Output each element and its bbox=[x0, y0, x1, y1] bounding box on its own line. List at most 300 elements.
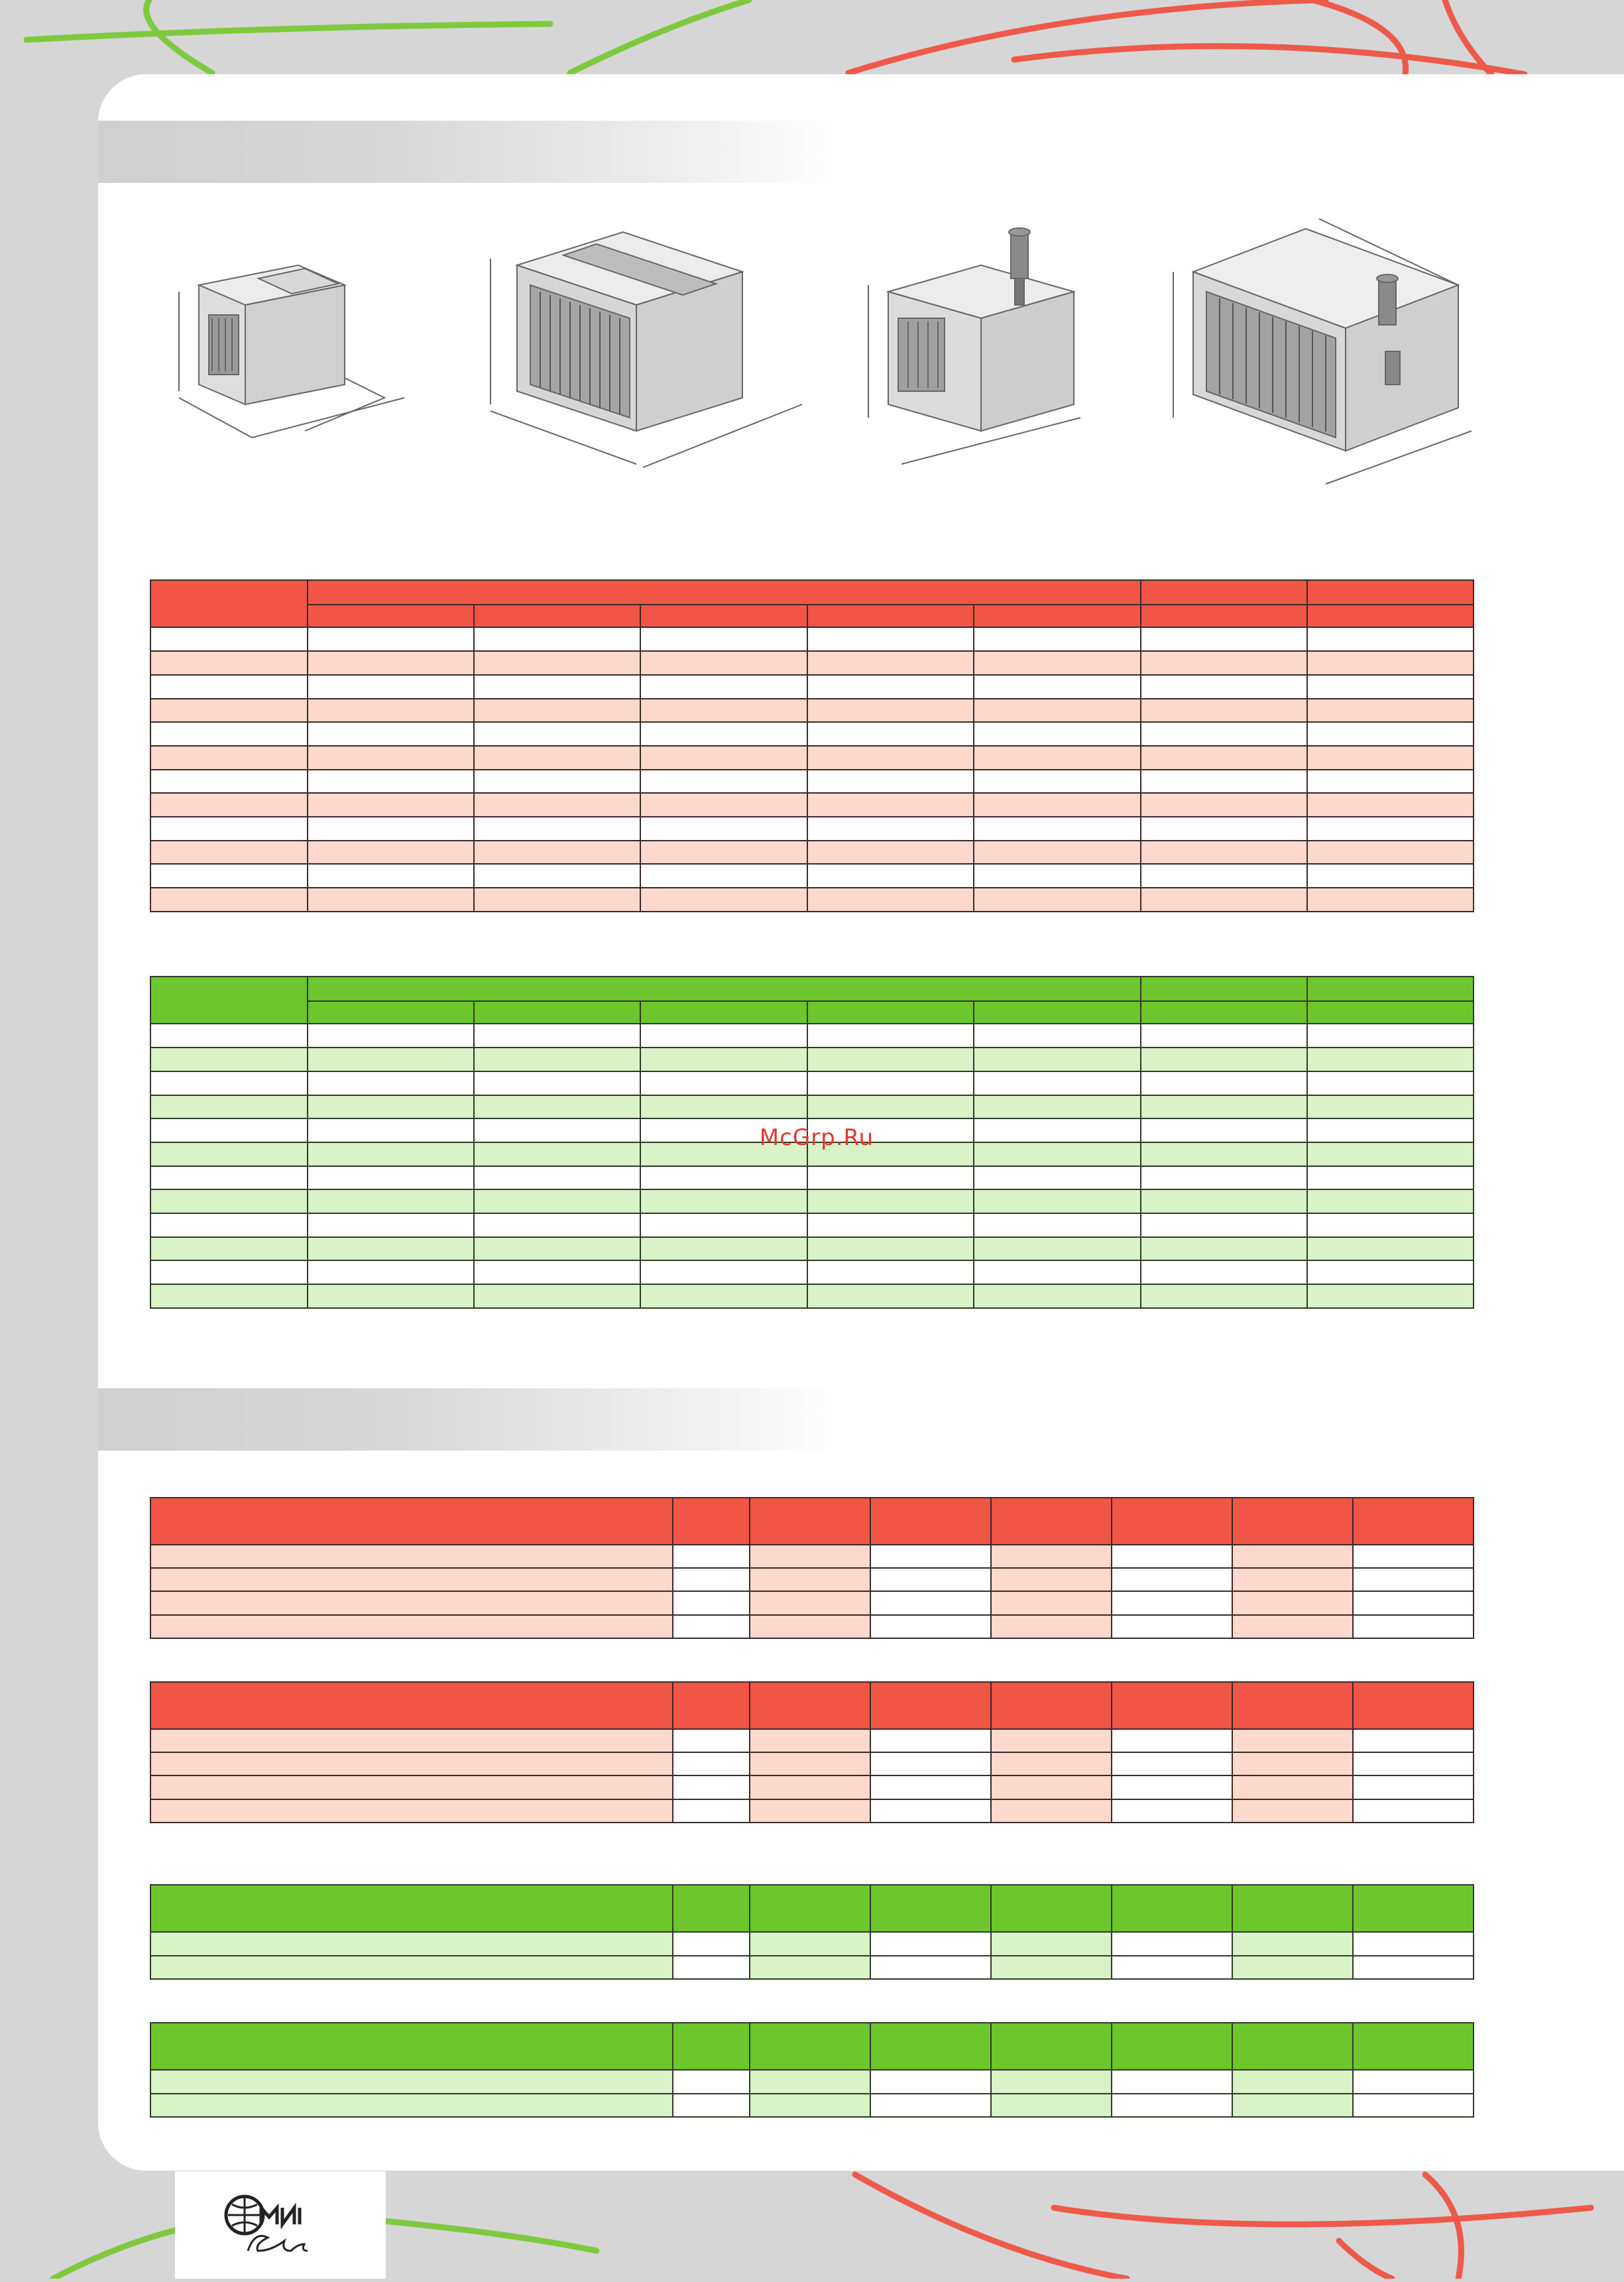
table-cell bbox=[870, 1932, 991, 1956]
table-cell bbox=[991, 1568, 1112, 1591]
table-cell bbox=[750, 1615, 870, 1638]
table-cell bbox=[308, 699, 474, 723]
table-cell bbox=[640, 1213, 807, 1237]
table-row bbox=[150, 1615, 1474, 1638]
table-cell bbox=[974, 1213, 1141, 1237]
table-row bbox=[150, 1545, 1474, 1568]
table-cell bbox=[308, 770, 474, 794]
table-cell bbox=[474, 864, 640, 888]
table-cell bbox=[807, 627, 974, 651]
table-cell bbox=[308, 888, 474, 912]
table-cell bbox=[1307, 699, 1474, 723]
header-cell bbox=[1232, 2023, 1353, 2070]
header-cell bbox=[991, 1885, 1112, 1932]
table-cell bbox=[640, 699, 807, 723]
table-cell bbox=[1307, 841, 1474, 865]
table-cell bbox=[474, 746, 640, 770]
header-cell bbox=[1307, 580, 1474, 605]
table-cell bbox=[673, 1729, 750, 1752]
table-cell bbox=[974, 1260, 1141, 1284]
table-cell bbox=[1353, 1568, 1474, 1591]
table-cell bbox=[640, 888, 807, 912]
table-cell bbox=[1141, 651, 1307, 675]
table-cell bbox=[308, 675, 474, 699]
table-cell bbox=[870, 1568, 991, 1591]
table-cell bbox=[474, 793, 640, 817]
header-cell bbox=[807, 1001, 974, 1024]
table-cell bbox=[308, 793, 474, 817]
table-row bbox=[150, 1799, 1474, 1823]
table-cell bbox=[974, 1095, 1141, 1119]
header-cell bbox=[991, 1682, 1112, 1729]
table-cell bbox=[1353, 1799, 1474, 1823]
table-cell bbox=[150, 1142, 308, 1166]
table-cell bbox=[150, 1545, 673, 1568]
table-row bbox=[150, 1024, 1474, 1048]
header-cell bbox=[150, 2023, 673, 2070]
table-cell bbox=[1112, 1752, 1232, 1775]
header-cell bbox=[673, 1498, 750, 1545]
table-cell bbox=[474, 1166, 640, 1190]
table-cell bbox=[673, 1799, 750, 1823]
table-cell bbox=[1112, 1775, 1232, 1799]
table-cell bbox=[640, 1024, 807, 1048]
table-header-row bbox=[150, 1001, 1474, 1024]
table-cell bbox=[974, 770, 1141, 794]
header-cell bbox=[1141, 580, 1307, 605]
header-cell bbox=[1353, 1682, 1474, 1729]
table-cell bbox=[1353, 1932, 1474, 1956]
header-cell bbox=[870, 1682, 991, 1729]
table-cell bbox=[640, 1048, 807, 1071]
table-cell bbox=[1112, 1956, 1232, 1980]
table-row bbox=[150, 817, 1474, 841]
table-cell bbox=[150, 1071, 308, 1095]
table-cell bbox=[308, 1071, 474, 1095]
table-cell bbox=[1141, 1118, 1307, 1142]
table-cell bbox=[474, 1284, 640, 1308]
table-cell bbox=[974, 1024, 1141, 1048]
header-cell bbox=[1307, 1001, 1474, 1024]
table-row bbox=[150, 1189, 1474, 1213]
table-cell bbox=[750, 1775, 870, 1799]
table-cell bbox=[150, 1568, 673, 1591]
table-cell bbox=[308, 1048, 474, 1071]
unit-small-drawing bbox=[172, 239, 418, 451]
table-cell bbox=[1232, 1591, 1353, 1614]
table-cell bbox=[308, 1237, 474, 1261]
table-cell bbox=[1307, 1237, 1474, 1261]
table-cell bbox=[974, 817, 1141, 841]
table-cell bbox=[807, 1237, 974, 1261]
table-cell bbox=[974, 1284, 1141, 1308]
table-cell bbox=[750, 1799, 870, 1823]
table-cell bbox=[807, 1166, 974, 1190]
table-cell bbox=[640, 627, 807, 651]
table-cell bbox=[150, 1729, 673, 1752]
table-cell bbox=[150, 651, 308, 675]
table-cell bbox=[474, 1142, 640, 1166]
table-cell bbox=[474, 817, 640, 841]
table-cell bbox=[991, 1752, 1112, 1775]
table-cell bbox=[150, 1284, 308, 1308]
table-cell bbox=[308, 1095, 474, 1119]
table-cell bbox=[308, 1189, 474, 1213]
table-cell bbox=[1232, 1568, 1353, 1591]
table-cell bbox=[640, 1284, 807, 1308]
table-cell bbox=[807, 770, 974, 794]
table-cell bbox=[640, 1189, 807, 1213]
table-cell bbox=[870, 1729, 991, 1752]
table-cell bbox=[974, 675, 1141, 699]
table-cell bbox=[1141, 699, 1307, 723]
table-row bbox=[150, 1591, 1474, 1614]
table-header-row bbox=[150, 1682, 1474, 1729]
table-cell bbox=[640, 1095, 807, 1119]
table-row bbox=[150, 793, 1474, 817]
table-row bbox=[150, 746, 1474, 770]
table-cell bbox=[308, 1284, 474, 1308]
table-header-row bbox=[150, 1498, 1474, 1545]
table-cell bbox=[150, 1166, 308, 1190]
table-cell bbox=[1307, 1166, 1474, 1190]
table-cell bbox=[1112, 2094, 1232, 2118]
table-cell bbox=[1141, 770, 1307, 794]
table-cell bbox=[1307, 864, 1474, 888]
table-cell bbox=[750, 1932, 870, 1956]
table-cell bbox=[1112, 1568, 1232, 1591]
table-row bbox=[150, 1775, 1474, 1799]
table-cell bbox=[308, 817, 474, 841]
header-cell bbox=[750, 2023, 870, 2070]
table-cell bbox=[673, 1545, 750, 1568]
table-cell bbox=[1141, 1095, 1307, 1119]
table-cell bbox=[807, 1024, 974, 1048]
table-cell bbox=[474, 1024, 640, 1048]
table-cell bbox=[1307, 1260, 1474, 1284]
table-cell bbox=[150, 722, 308, 746]
header-cell bbox=[150, 1885, 673, 1932]
table-cell bbox=[974, 746, 1141, 770]
header-cell bbox=[1353, 1498, 1474, 1545]
table-cell bbox=[974, 1189, 1141, 1213]
table-row bbox=[150, 722, 1474, 746]
table-cell bbox=[750, 1956, 870, 1980]
table-cell bbox=[807, 746, 974, 770]
table-cell bbox=[474, 651, 640, 675]
table-cell bbox=[870, 1545, 991, 1568]
table-cell bbox=[1141, 1024, 1307, 1048]
table-cell bbox=[1112, 2070, 1232, 2094]
table-cell bbox=[1141, 888, 1307, 912]
table-cell bbox=[1141, 1142, 1307, 1166]
table-cell bbox=[150, 1213, 308, 1237]
watermark-text: McGrp.Ru bbox=[759, 1124, 874, 1151]
table-cell bbox=[673, 1752, 750, 1775]
table-cell bbox=[807, 841, 974, 865]
table-cell bbox=[150, 1237, 308, 1261]
table-cell bbox=[1353, 1729, 1474, 1752]
header-cell bbox=[150, 1498, 673, 1545]
table-cell bbox=[807, 699, 974, 723]
table-cell bbox=[150, 1591, 673, 1614]
table-cell bbox=[640, 793, 807, 817]
header-cell bbox=[1353, 2023, 1474, 2070]
table-row bbox=[150, 1568, 1474, 1591]
table-cell bbox=[1141, 1048, 1307, 1071]
header-cell bbox=[1112, 1682, 1232, 1729]
table-cell bbox=[974, 793, 1141, 817]
table-cell bbox=[991, 1591, 1112, 1614]
brand-logo bbox=[175, 2171, 386, 2279]
table-cell bbox=[870, 1591, 991, 1614]
table-cell bbox=[1307, 651, 1474, 675]
table-cell bbox=[673, 2070, 750, 2094]
table-cell bbox=[1141, 746, 1307, 770]
table-row bbox=[150, 1237, 1474, 1261]
table-cell bbox=[1307, 627, 1474, 651]
table-cell bbox=[474, 1237, 640, 1261]
header-cell bbox=[750, 1682, 870, 1729]
table-row bbox=[150, 1166, 1474, 1190]
table-cell bbox=[974, 864, 1141, 888]
header-cell bbox=[1232, 1885, 1353, 1932]
table-row bbox=[150, 1095, 1474, 1119]
table-cell bbox=[807, 1095, 974, 1119]
table-row bbox=[150, 699, 1474, 723]
header-cell bbox=[1232, 1498, 1353, 1545]
header-cell bbox=[870, 1498, 991, 1545]
section-header-band-accessories bbox=[98, 1388, 841, 1451]
table-cell bbox=[673, 1591, 750, 1614]
table-cell bbox=[991, 1545, 1112, 1568]
table-cell bbox=[150, 2094, 673, 2118]
table-cell bbox=[1307, 722, 1474, 746]
table-cell bbox=[870, 2070, 991, 2094]
table-cell bbox=[474, 627, 640, 651]
table-cell bbox=[1112, 1591, 1232, 1614]
table-cell bbox=[807, 675, 974, 699]
table-cell bbox=[807, 864, 974, 888]
dimensions-table-red bbox=[150, 579, 1474, 912]
table-cell bbox=[1232, 1729, 1353, 1752]
table-cell bbox=[870, 1752, 991, 1775]
table-cell bbox=[974, 1048, 1141, 1071]
table-cell bbox=[1232, 1956, 1353, 1980]
table-row bbox=[150, 888, 1474, 912]
table-row bbox=[150, 2070, 1474, 2094]
table-cell bbox=[974, 1237, 1141, 1261]
table-row bbox=[150, 1956, 1474, 1980]
table-cell bbox=[1141, 627, 1307, 651]
table-cell bbox=[1353, 1956, 1474, 1980]
table-cell bbox=[474, 1213, 640, 1237]
table-cell bbox=[1141, 817, 1307, 841]
table-cell bbox=[150, 1932, 673, 1956]
header-cell bbox=[1141, 1001, 1307, 1024]
table-cell bbox=[870, 1615, 991, 1638]
table-cell bbox=[673, 1775, 750, 1799]
table-cell bbox=[1141, 675, 1307, 699]
table-cell bbox=[474, 770, 640, 794]
table-cell bbox=[673, 1956, 750, 1980]
table-cell bbox=[1232, 1752, 1353, 1775]
header-cell bbox=[974, 605, 1141, 628]
table-cell bbox=[1307, 1213, 1474, 1237]
table-cell bbox=[1307, 888, 1474, 912]
table-cell bbox=[673, 2094, 750, 2118]
table-cell bbox=[750, 1568, 870, 1591]
table-row bbox=[150, 770, 1474, 794]
table-cell bbox=[1141, 722, 1307, 746]
table-cell bbox=[308, 651, 474, 675]
header-cell bbox=[750, 1885, 870, 1932]
table-cell bbox=[150, 1615, 673, 1638]
table-cell bbox=[1232, 1799, 1353, 1823]
header-cell bbox=[1141, 605, 1307, 628]
accessories-table-red-2 bbox=[150, 1681, 1474, 1823]
table-row bbox=[150, 1213, 1474, 1237]
header-cell bbox=[870, 2023, 991, 2070]
table-cell bbox=[974, 722, 1141, 746]
table-cell bbox=[991, 1729, 1112, 1752]
table-cell bbox=[1307, 1118, 1474, 1142]
header-cell bbox=[308, 580, 1141, 605]
table-cell bbox=[150, 888, 308, 912]
table-cell bbox=[750, 2070, 870, 2094]
table-cell bbox=[1141, 1189, 1307, 1213]
table-cell bbox=[308, 864, 474, 888]
table-cell bbox=[807, 817, 974, 841]
table-cell bbox=[807, 651, 974, 675]
table-cell bbox=[991, 1775, 1112, 1799]
table-cell bbox=[150, 793, 308, 817]
table-row bbox=[150, 1071, 1474, 1095]
table-header-row bbox=[150, 605, 1474, 628]
table-cell bbox=[640, 1166, 807, 1190]
table-cell bbox=[308, 746, 474, 770]
header-cell bbox=[1112, 1498, 1232, 1545]
table-cell bbox=[150, 841, 308, 865]
table-cell bbox=[1112, 1729, 1232, 1752]
table-cell bbox=[974, 1071, 1141, 1095]
acc-green-1-body bbox=[150, 1885, 1474, 1979]
table-header-row bbox=[150, 2023, 1474, 2070]
table-cell bbox=[1307, 793, 1474, 817]
header-cell bbox=[474, 1001, 640, 1024]
table-cell bbox=[673, 1568, 750, 1591]
table-row bbox=[150, 627, 1474, 651]
table-cell bbox=[974, 1166, 1141, 1190]
table-row bbox=[150, 1932, 1474, 1956]
table-cell bbox=[308, 627, 474, 651]
table-cell bbox=[807, 888, 974, 912]
unit-large-valve-drawing bbox=[1167, 199, 1478, 491]
table-cell bbox=[1307, 817, 1474, 841]
table-cell bbox=[150, 817, 308, 841]
table-cell bbox=[1353, 1752, 1474, 1775]
table-cell bbox=[1307, 1024, 1474, 1048]
header-cell bbox=[308, 977, 1141, 1001]
table-cell bbox=[474, 1095, 640, 1119]
header-cell bbox=[673, 2023, 750, 2070]
header-cell bbox=[1112, 1885, 1232, 1932]
table-cell bbox=[150, 1118, 308, 1142]
table-header-row bbox=[150, 580, 1474, 605]
table-cell bbox=[640, 841, 807, 865]
table-cell bbox=[474, 675, 640, 699]
table-cell bbox=[750, 1729, 870, 1752]
table-cell bbox=[870, 1956, 991, 1980]
acc-green-2-body bbox=[150, 2023, 1474, 2117]
table-cell bbox=[150, 1956, 673, 1980]
accessories-table-red-1 bbox=[150, 1497, 1474, 1639]
table-cell bbox=[1353, 1615, 1474, 1638]
table-cell bbox=[974, 841, 1141, 865]
table-cell bbox=[640, 817, 807, 841]
table-cell bbox=[991, 2094, 1112, 2118]
header-cell bbox=[807, 605, 974, 628]
header-cell bbox=[750, 1498, 870, 1545]
table-row bbox=[150, 841, 1474, 865]
table-cell bbox=[991, 1799, 1112, 1823]
table-cell bbox=[640, 1260, 807, 1284]
header-cell bbox=[1232, 1682, 1353, 1729]
header-cell bbox=[673, 1885, 750, 1932]
table-header-row bbox=[150, 977, 1474, 1001]
table-cell bbox=[1141, 1284, 1307, 1308]
table-cell bbox=[1112, 1545, 1232, 1568]
table-cell bbox=[1141, 793, 1307, 817]
table-header-row bbox=[150, 1885, 1474, 1932]
table-cell bbox=[150, 1260, 308, 1284]
header-cell bbox=[640, 605, 807, 628]
table-cell bbox=[150, 699, 308, 723]
header-cell bbox=[991, 2023, 1112, 2070]
table-cell bbox=[974, 651, 1141, 675]
header-cell bbox=[474, 605, 640, 628]
table-cell bbox=[474, 722, 640, 746]
unit-large-drawing bbox=[477, 212, 809, 477]
table-cell bbox=[991, 2070, 1112, 2094]
table-cell bbox=[1112, 1615, 1232, 1638]
table-cell bbox=[1307, 1284, 1474, 1308]
header-cell bbox=[150, 977, 308, 1024]
table-cell bbox=[150, 675, 308, 699]
table-cell bbox=[308, 1166, 474, 1190]
table-cell bbox=[974, 1118, 1141, 1142]
table-cell bbox=[974, 627, 1141, 651]
table-cell bbox=[474, 1071, 640, 1095]
table-row bbox=[150, 2094, 1474, 2118]
table-cell bbox=[308, 1260, 474, 1284]
table-cell bbox=[974, 699, 1141, 723]
table-cell bbox=[807, 1260, 974, 1284]
header-cell bbox=[308, 605, 474, 628]
header-cell bbox=[1112, 2023, 1232, 2070]
table-cell bbox=[807, 1189, 974, 1213]
table-cell bbox=[308, 1213, 474, 1237]
table-cell bbox=[1307, 1095, 1474, 1119]
table-cell bbox=[150, 746, 308, 770]
table-cell bbox=[870, 1799, 991, 1823]
table-cell bbox=[150, 2070, 673, 2094]
unit-small-valve-drawing bbox=[862, 219, 1100, 471]
table-cell bbox=[1307, 1048, 1474, 1071]
header-cell bbox=[640, 1001, 807, 1024]
header-cell bbox=[308, 1001, 474, 1024]
table-cell bbox=[1353, 1545, 1474, 1568]
